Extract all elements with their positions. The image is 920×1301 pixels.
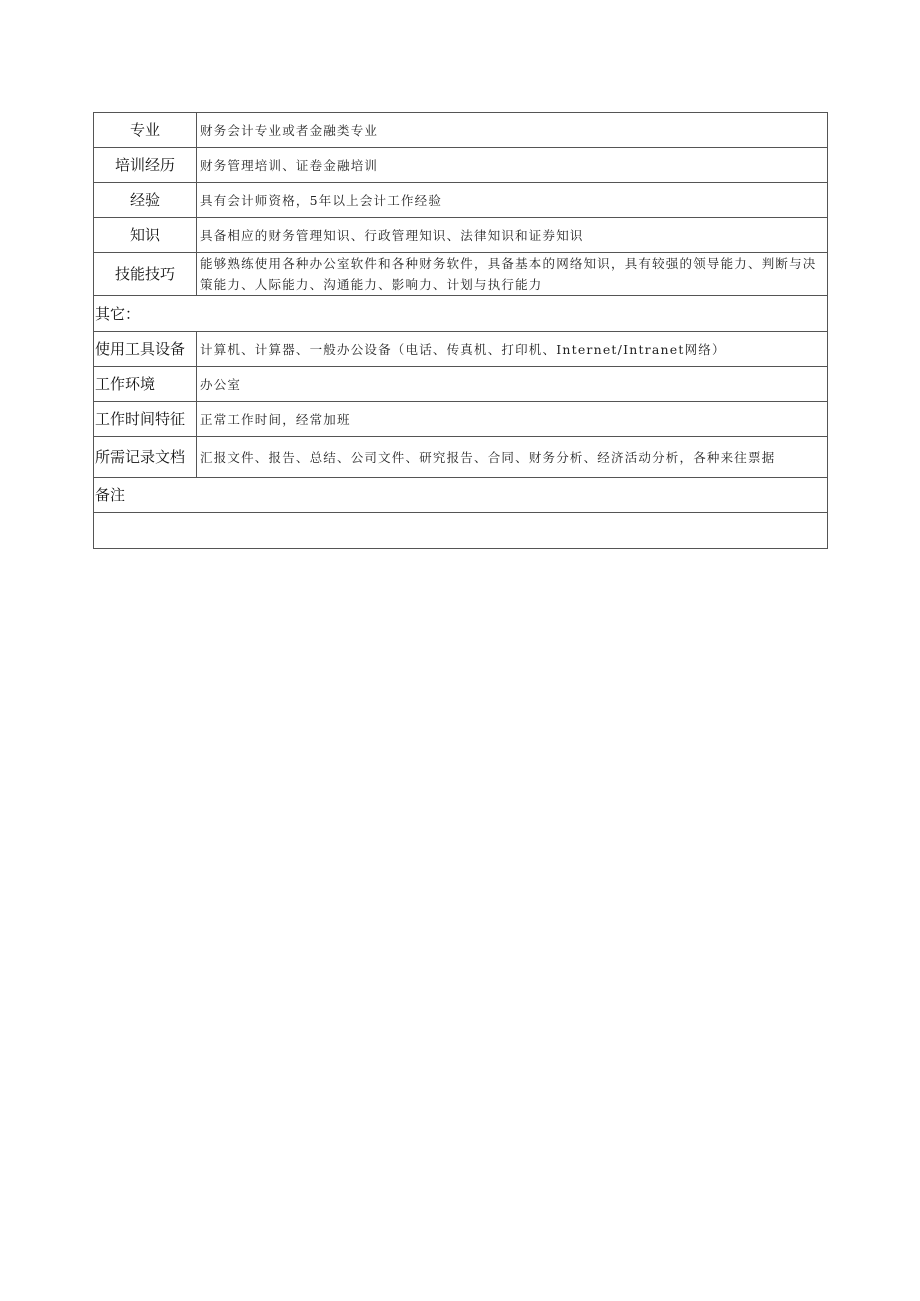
row-value-training: 财务管理培训、证卷金融培训 xyxy=(197,148,828,183)
table-row xyxy=(94,253,828,296)
row-label-experience: 经验 xyxy=(94,183,197,218)
row-label-knowledge: 知识 xyxy=(94,218,197,253)
table-row xyxy=(94,148,828,183)
section-heading-other: 其它： xyxy=(94,296,828,332)
row-value-major: 财务会计专业或者金融类专业 xyxy=(197,113,828,148)
table-row xyxy=(94,332,828,367)
row-label-skills: 技能技巧 xyxy=(94,253,197,296)
row-value-documents: 汇报文件、报告、总结、公司文件、研究报告、合同、财务分析、经济活动分析，各种来往票据 xyxy=(197,437,828,478)
row-label-work-time: 工作时间特征 xyxy=(94,402,197,437)
remarks-content xyxy=(94,513,828,549)
section-heading-remarks: 备注 xyxy=(94,478,828,513)
table-row xyxy=(94,113,828,148)
table-row xyxy=(94,437,828,478)
row-value-work-time: 正常工作时间，经常加班 xyxy=(197,402,828,437)
table-row xyxy=(94,402,828,437)
row-value-experience: 具有会计师资格，5年以上会计工作经验 xyxy=(197,183,828,218)
table-row xyxy=(94,478,828,513)
row-value-tools: 计算机、计算器、一般办公设备（电话、传真机、打印机、Internet/Intranet网络） xyxy=(197,332,828,367)
row-label-major: 专业 xyxy=(94,113,197,148)
row-label-training: 培训经历 xyxy=(94,148,197,183)
row-label-documents: 所需记录文档 xyxy=(94,437,197,478)
table-row xyxy=(94,367,828,402)
row-value-environment: 办公室 xyxy=(197,367,828,402)
table-row xyxy=(94,183,828,218)
table-row xyxy=(94,513,828,549)
table-row xyxy=(94,296,828,332)
row-value-skills: 能够熟练使用各种办公室软件和各种财务软件，具备基本的网络知识，具有较强的领导能力、判断与决策能力、人际能力、沟通能力、影响力、计划与执行能力 xyxy=(197,253,828,296)
table-row xyxy=(94,218,828,253)
row-value-knowledge: 具备相应的财务管理知识、行政管理知识、法律知识和证券知识 xyxy=(197,218,828,253)
row-label-environment: 工作环境 xyxy=(94,367,197,402)
row-label-tools: 使用工具设备 xyxy=(94,332,197,367)
job-description-table xyxy=(93,112,828,549)
